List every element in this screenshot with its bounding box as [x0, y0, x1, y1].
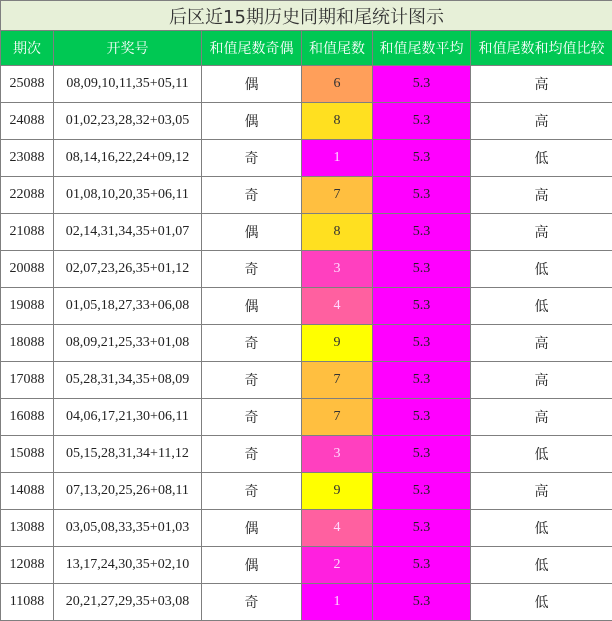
table-row [1, 362, 612, 399]
parity-cell: 奇 [202, 436, 302, 473]
table-row [1, 436, 612, 473]
period-cell: 18088 [1, 325, 54, 362]
compare-cell: 高 [471, 103, 612, 140]
numbers-cell: 13,17,24,30,35+02,10 [54, 547, 202, 584]
average-cell: 5.3 [373, 547, 471, 584]
numbers-cell: 03,05,08,33,35+01,03 [54, 510, 202, 547]
average-cell: 5.3 [373, 510, 471, 547]
numbers-cell: 04,06,17,21,30+06,11 [54, 399, 202, 436]
header-compare: 和值尾数和均值比较 [471, 31, 612, 66]
table-row [1, 547, 612, 584]
tail-cell: 8 [302, 214, 373, 251]
tail-cell: 2 [302, 547, 373, 584]
period-cell: 22088 [1, 177, 54, 214]
numbers-cell: 01,05,18,27,33+06,08 [54, 288, 202, 325]
numbers-cell: 08,09,21,25,33+01,08 [54, 325, 202, 362]
compare-cell: 高 [471, 177, 612, 214]
tail-cell: 4 [302, 510, 373, 547]
numbers-cell: 08,14,16,22,24+09,12 [54, 140, 202, 177]
table-row [1, 473, 612, 510]
table-row [1, 214, 612, 251]
header-numbers: 开奖号 [54, 31, 202, 66]
period-cell: 17088 [1, 362, 54, 399]
tail-cell: 3 [302, 436, 373, 473]
average-cell: 5.3 [373, 584, 471, 621]
period-cell: 12088 [1, 547, 54, 584]
average-cell: 5.3 [373, 288, 471, 325]
tail-cell: 7 [302, 177, 373, 214]
period-cell: 15088 [1, 436, 54, 473]
parity-cell: 奇 [202, 251, 302, 288]
period-cell: 24088 [1, 103, 54, 140]
compare-cell: 低 [471, 584, 612, 621]
average-cell: 5.3 [373, 66, 471, 103]
compare-cell: 低 [471, 288, 612, 325]
tail-cell: 8 [302, 103, 373, 140]
table-row [1, 103, 612, 140]
title-row [1, 1, 612, 31]
parity-cell: 偶 [202, 547, 302, 584]
period-cell: 13088 [1, 510, 54, 547]
tail-cell: 1 [302, 140, 373, 177]
table-row [1, 66, 612, 103]
parity-cell: 奇 [202, 584, 302, 621]
tail-cell: 4 [302, 288, 373, 325]
period-cell: 25088 [1, 66, 54, 103]
tail-cell: 3 [302, 251, 373, 288]
parity-cell: 奇 [202, 177, 302, 214]
header-row [1, 31, 612, 66]
parity-cell: 偶 [202, 214, 302, 251]
header-parity: 和值尾数奇偶 [202, 31, 302, 66]
table-row [1, 399, 612, 436]
table-row [1, 251, 612, 288]
parity-cell: 偶 [202, 510, 302, 547]
table-row [1, 140, 612, 177]
compare-cell: 低 [471, 547, 612, 584]
period-cell: 21088 [1, 214, 54, 251]
table-title: 后区近15期历史同期和尾统计图示 [1, 1, 612, 31]
average-cell: 5.3 [373, 399, 471, 436]
average-cell: 5.3 [373, 103, 471, 140]
numbers-cell: 20,21,27,29,35+03,08 [54, 584, 202, 621]
average-cell: 5.3 [373, 325, 471, 362]
average-cell: 5.3 [373, 177, 471, 214]
numbers-cell: 01,08,10,20,35+06,11 [54, 177, 202, 214]
table-row [1, 510, 612, 547]
table-row [1, 584, 612, 621]
average-cell: 5.3 [373, 473, 471, 510]
average-cell: 5.3 [373, 214, 471, 251]
table-row [1, 288, 612, 325]
compare-cell: 低 [471, 251, 612, 288]
table-row [1, 325, 612, 362]
compare-cell: 低 [471, 140, 612, 177]
numbers-cell: 01,02,23,28,32+03,05 [54, 103, 202, 140]
numbers-cell: 07,13,20,25,26+08,11 [54, 473, 202, 510]
period-cell: 16088 [1, 399, 54, 436]
parity-cell: 奇 [202, 325, 302, 362]
compare-cell: 高 [471, 362, 612, 399]
numbers-cell: 05,28,31,34,35+08,09 [54, 362, 202, 399]
tail-cell: 9 [302, 473, 373, 510]
average-cell: 5.3 [373, 251, 471, 288]
period-cell: 23088 [1, 140, 54, 177]
average-cell: 5.3 [373, 362, 471, 399]
average-cell: 5.3 [373, 436, 471, 473]
numbers-cell: 08,09,10,11,35+05,11 [54, 66, 202, 103]
header-period: 期次 [1, 31, 54, 66]
tail-cell: 9 [302, 325, 373, 362]
tail-cell: 7 [302, 362, 373, 399]
compare-cell: 高 [471, 214, 612, 251]
numbers-cell: 05,15,28,31,34+11,12 [54, 436, 202, 473]
compare-cell: 高 [471, 473, 612, 510]
compare-cell: 高 [471, 399, 612, 436]
compare-cell: 高 [471, 325, 612, 362]
parity-cell: 奇 [202, 473, 302, 510]
period-cell: 14088 [1, 473, 54, 510]
tail-cell: 1 [302, 584, 373, 621]
period-cell: 20088 [1, 251, 54, 288]
period-cell: 11088 [1, 584, 54, 621]
table-row [1, 177, 612, 214]
parity-cell: 偶 [202, 288, 302, 325]
parity-cell: 奇 [202, 362, 302, 399]
parity-cell: 偶 [202, 66, 302, 103]
header-tail: 和值尾数 [302, 31, 373, 66]
parity-cell: 奇 [202, 399, 302, 436]
parity-cell: 奇 [202, 140, 302, 177]
compare-cell: 高 [471, 66, 612, 103]
tail-cell: 6 [302, 66, 373, 103]
parity-cell: 偶 [202, 103, 302, 140]
numbers-cell: 02,07,23,26,35+01,12 [54, 251, 202, 288]
period-cell: 19088 [1, 288, 54, 325]
header-average: 和值尾数平均 [373, 31, 471, 66]
average-cell: 5.3 [373, 140, 471, 177]
tail-cell: 7 [302, 399, 373, 436]
numbers-cell: 02,14,31,34,35+01,07 [54, 214, 202, 251]
compare-cell: 低 [471, 510, 612, 547]
compare-cell: 低 [471, 436, 612, 473]
